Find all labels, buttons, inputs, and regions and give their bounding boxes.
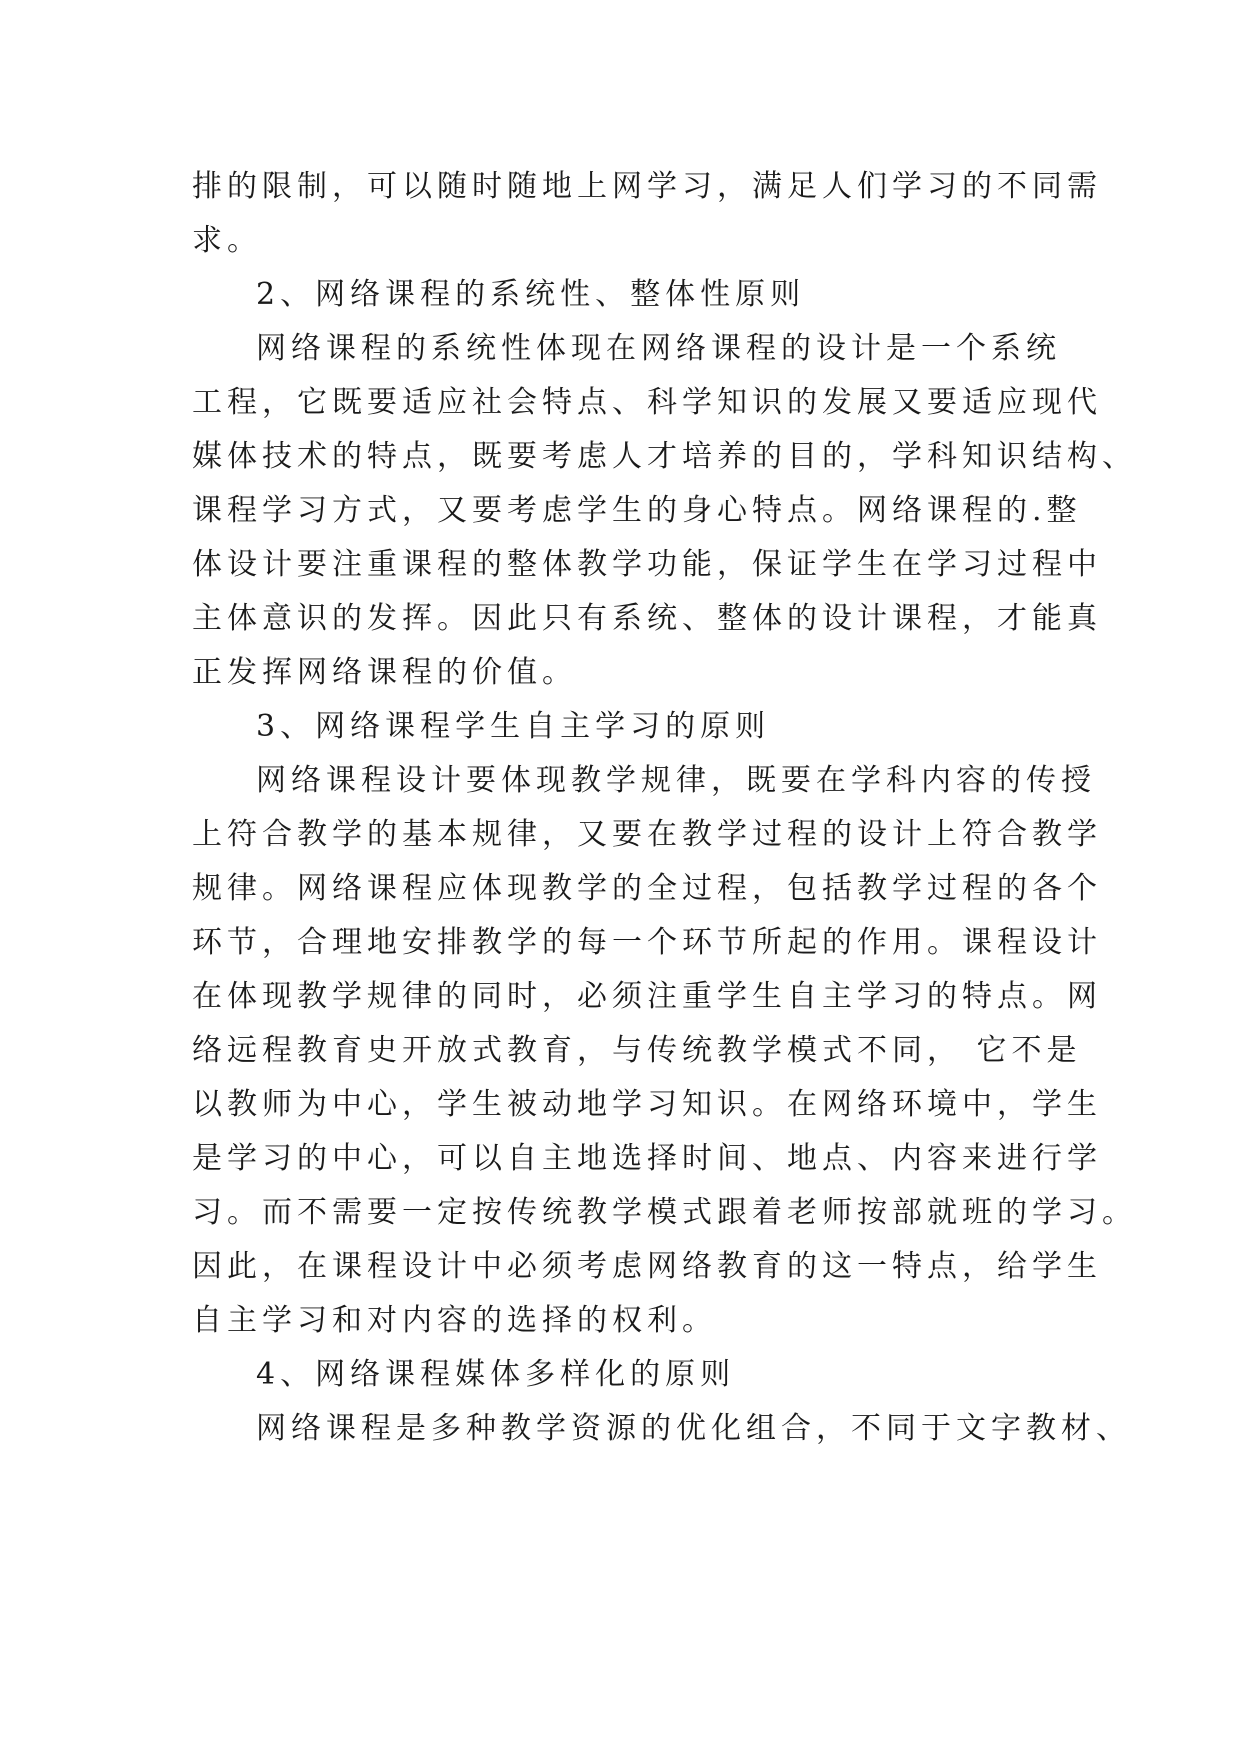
text-line: 环节，合理地安排教学的每一个环节所起的作用。课程设计 bbox=[192, 925, 1102, 960]
text-line: 络远程教育史开放式教育，与传统教学模式不同， 它不是 bbox=[192, 1033, 1082, 1068]
text-line: 媒体技术的特点，既要考虑人才培养的目的，学科知识结构、 bbox=[192, 439, 1137, 474]
section-heading-2 bbox=[192, 268, 1052, 322]
text-line: 在体现教学规律的同时，必须注重学生自主学习的特点。网 bbox=[192, 979, 1102, 1014]
text-line: 规律。网络课程应体现教学的全过程，包括教学过程的各个 bbox=[192, 871, 1102, 906]
section-heading-4 bbox=[192, 1348, 1052, 1402]
text-line: 求。 bbox=[192, 223, 262, 258]
text-line: 以教师为中心，学生被动地学习知识。在网络环境中，学生 bbox=[192, 1087, 1102, 1122]
heading-text: 4、网络课程媒体多样化的原则 bbox=[256, 1357, 736, 1392]
text-line: 习。而不需要一定按传统教学模式跟着老师按部就班的学习。 bbox=[192, 1195, 1137, 1230]
text-line: 体设计要注重课程的整体教学功能，保证学生在学习过程中 bbox=[192, 547, 1102, 582]
text-line: 工程，它既要适应社会特点、科学知识的发展又要适应现代 bbox=[192, 385, 1102, 420]
text-line: 因此，在课程设计中必须考虑网络教育的这一特点，给学生 bbox=[192, 1249, 1102, 1284]
text-line: 正发挥网络课程的价值。 bbox=[192, 655, 577, 690]
text-line: 上符合教学的基本规律，又要在教学过程的设计上符合教学 bbox=[192, 817, 1102, 852]
document-body bbox=[192, 160, 1137, 1456]
section-heading-3 bbox=[192, 700, 1052, 754]
paragraph-system-principle bbox=[192, 322, 1137, 700]
heading-text: 2、网络课程的系统性、整体性原则 bbox=[256, 277, 806, 312]
text-line: 主体意识的发挥。因此只有系统、整体的设计课程，才能真 bbox=[192, 601, 1102, 636]
text-line: 课程学习方式，又要考虑学生的身心特点。网络课程的.整 bbox=[192, 493, 1082, 528]
text-line: 网络课程设计要体现教学规律，既要在学科内容的传授 bbox=[256, 763, 1096, 798]
paragraph-self-learning-principle bbox=[192, 754, 1137, 1348]
text-line: 是学习的中心，可以自主地选择时间、地点、内容来进行学 bbox=[192, 1141, 1102, 1176]
text-line: 网络课程是多种教学资源的优化组合，不同于文字教材、 bbox=[256, 1411, 1131, 1446]
paragraph-continuation bbox=[192, 160, 1102, 268]
paragraph-media-principle bbox=[192, 1402, 1131, 1456]
text-line: 排的限制，可以随时随地上网学习，满足人们学习的不同需 bbox=[192, 169, 1102, 204]
text-line: 自主学习和对内容的选择的权利。 bbox=[192, 1303, 717, 1338]
heading-text: 3、网络课程学生自主学习的原则 bbox=[256, 709, 771, 744]
text-line: 网络课程的系统性体现在网络课程的设计是一个系统 bbox=[256, 331, 1061, 366]
